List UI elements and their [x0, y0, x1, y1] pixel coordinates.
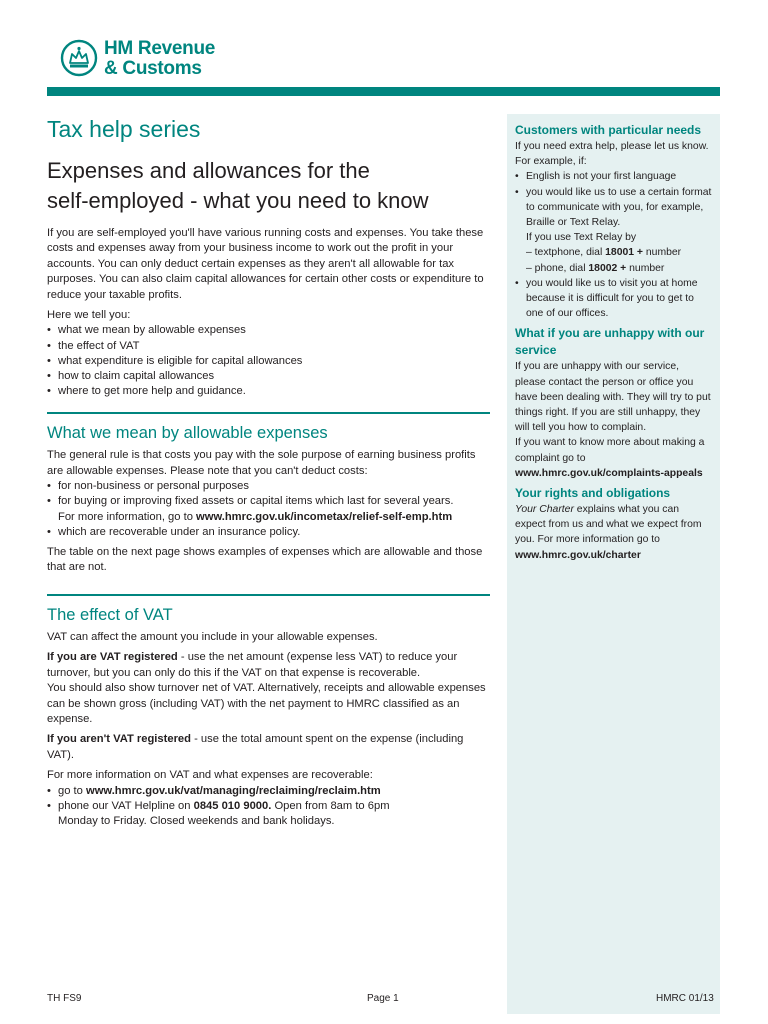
section-divider — [47, 594, 490, 596]
allowable-list — [47, 479, 490, 540]
document-title-line1: Expenses and allowances for the — [47, 158, 370, 183]
phone-days: Monday to Friday. Closed weekends and bank holidays. — [58, 814, 335, 827]
footer-reference: TH FS9 — [47, 993, 82, 1004]
textphone-text: – textphone, dial — [526, 247, 606, 259]
relief-link[interactable]: www.hmrc.gov.uk/incometax/relief-self-emp.htm — [196, 510, 453, 523]
document-title — [47, 156, 490, 216]
textphone-line — [515, 245, 712, 260]
document-title-line2: self-employed - what you need to know — [47, 188, 429, 213]
list-item: • for non-business or personal purposes — [47, 479, 490, 494]
intro-list — [47, 323, 490, 399]
list-item: • English is not your first language — [515, 169, 712, 184]
rights-body: explains what you can expect from us and what we expect from you. For more information go to — [515, 504, 702, 546]
go-to-text: go to — [58, 784, 86, 797]
help-sidebar — [507, 114, 720, 1014]
vat-heading: The effect of VAT — [47, 605, 173, 624]
hmrc-logo — [60, 39, 240, 83]
phone-suffix: number — [626, 262, 665, 274]
complaints-link[interactable]: www.hmrc.gov.uk/complaints-appeals — [515, 467, 703, 479]
needs-list-2 — [515, 276, 712, 322]
logo-line1: HM Revenue — [104, 38, 216, 59]
list-item: • you would like us to use a certain format to communicate with you, for example, Braille or Text Relay. — [515, 185, 712, 231]
intro-paragraph: If you are self-employed you'll have various running costs and expenses. You take these costs and expenses away from your business income to work out the profit in your accounts. You can only deduct certain expenses as they aren't all allowable for tax purposes. You can also claim capital allowances for certain other costs or expenditure to reduce your taxable profits. — [47, 227, 484, 301]
phone-text: phone our VAT Helpline on — [58, 799, 194, 812]
list-item: • which are recoverable under an insurance policy. — [47, 525, 490, 540]
rights-text — [515, 502, 712, 548]
list-item — [47, 799, 490, 829]
needs-list — [515, 169, 712, 230]
unhappy-text: If you are unhappy with our service, please contact the person or office you have been dealing with. They will try to put things right. If you are still unhappy, they will tell you how to complain. — [515, 361, 711, 434]
needs-text: If you need extra help, please let us know. For example, if: — [515, 141, 709, 168]
vat-list — [47, 784, 490, 830]
unhappy-heading: What if you are unhappy with our service — [515, 326, 705, 358]
complaints-link-line — [515, 466, 712, 481]
list-item — [47, 494, 490, 524]
relay-line: If you use Text Relay by — [526, 232, 637, 244]
charter-link[interactable]: www.hmrc.gov.uk/charter — [515, 549, 641, 561]
charter-link-line — [515, 548, 712, 563]
header-rule — [47, 87, 720, 96]
crown-crest-icon — [60, 39, 98, 77]
allowable-heading: What we mean by allowable expenses — [47, 424, 328, 443]
item-text: for buying or improving fixed assets or capital items which last for several years. — [58, 495, 454, 508]
textphone-suffix: number — [643, 247, 682, 259]
list-item: • how to claim capital allowances — [47, 369, 490, 384]
phone-hours: Open from 8am to 6pm — [271, 799, 390, 812]
list-item — [47, 784, 490, 799]
vat-registered-paragraph — [47, 650, 490, 681]
vat-more-label: For more information on VAT and what expenses are recoverable: — [47, 769, 373, 782]
list-item: • you would like us to visit you at home because it is difficult for you to get to one of our offices. — [515, 276, 712, 322]
section-divider — [47, 412, 490, 414]
vat-paragraph: VAT can affect the amount you include in your allowable expenses. — [47, 630, 378, 643]
main-column — [47, 114, 490, 834]
rights-heading: Your rights and obligations — [515, 486, 671, 501]
item-more: For more information, go to — [58, 510, 197, 523]
logo-line2: & Customs — [104, 58, 202, 79]
list-item: • where to get more help and guidance. — [47, 384, 490, 399]
allowable-paragraph-2: The table on the next page shows examples of expenses which are allowable and those that are not. — [47, 546, 483, 574]
needs-heading: Customers with particular needs — [515, 123, 702, 137]
vat-registered-label: If you are VAT registered — [47, 651, 178, 664]
phone-text: – phone, dial — [526, 262, 589, 274]
series-title: Tax help series — [47, 116, 201, 142]
charter-title: Your Charter — [515, 504, 574, 516]
vat-registered-paragraph-2: You should also show turnover net of VAT. Alternatively, receipts and allowable expenses can be shown gross (including VAT) with the net payment to HMRC classified as an expense. — [47, 682, 486, 725]
vat-not-registered-text: - use the total amount spent on the expense (including VAT). — [47, 733, 464, 761]
footer-date-code: HMRC 01/13 — [656, 993, 714, 1004]
list-item: • what expenditure is eligible for capital allowances — [47, 354, 490, 369]
phone-line — [515, 261, 712, 276]
vat-not-registered-paragraph — [47, 732, 490, 763]
vat-not-registered-label: If you aren't VAT registered — [47, 733, 191, 746]
textphone-number: 18001 + — [605, 247, 644, 259]
vat-registered-text: - use the net amount (expense less VAT) to reduce your turnover, but you can only do this if the VAT on that expense is recoverable. — [47, 651, 458, 679]
unhappy-text-2: If you want to know more about making a complaint go to — [515, 437, 705, 464]
allowable-paragraph: The general rule is that costs you pay with the sole purpose of earning business profits are allowable expenses. Please note that you can't deduct costs: — [47, 449, 476, 477]
vat-reclaim-link[interactable]: www.hmrc.gov.uk/vat/managing/reclaiming/reclaim.htm — [86, 784, 381, 797]
phone-number: 18002 + — [588, 262, 627, 274]
list-item: • the effect of VAT — [47, 339, 490, 354]
here-label: Here we tell you: — [47, 309, 131, 322]
list-item: • what we mean by allowable expenses — [47, 323, 490, 338]
footer-page-number: Page 1 — [367, 993, 399, 1004]
vat-helpline-number: 0845 010 9000. — [193, 799, 272, 812]
